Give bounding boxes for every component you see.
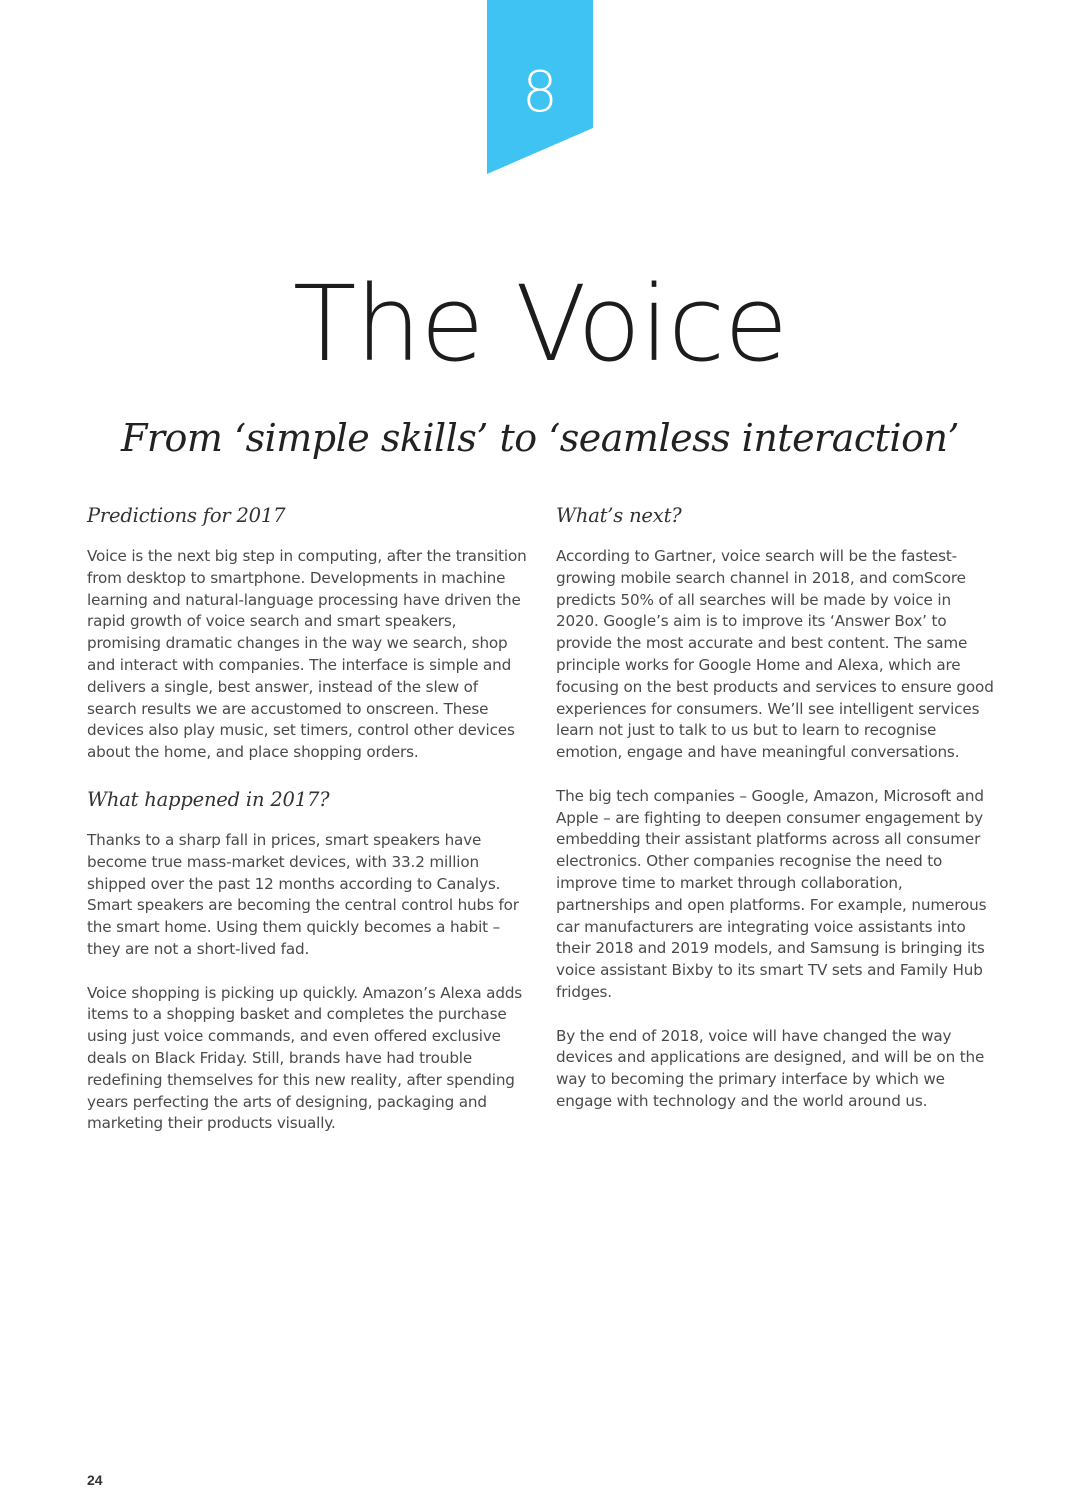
- paragraph-predictions: Voice is the next big step in computing, after the transition from desktop to smartphone. Developments in machine learning and natural-language processing have driven the rapid growth of voice search and smart speakers, promising dramatic changes in the way we search, shop and interact with companies. The interface is simple and delivers a single, best answer, instead of the slew of search results we are accustomed to onscreen. These devices also play music, set timers, control other devices about the home, and place shopping orders.: [87, 547, 527, 762]
- section-heading-whats-next: What’s next?: [556, 504, 682, 527]
- paragraph-what-happened-2: Voice shopping is picking up quickly. Amazon’s Alexa adds items to a shopping basket and completes the purchase using just voice commands, and even offered exclusive deals on Black Friday. Still, brands have had trouble redefining themselves for this new reality, after spending years perfecting the arts of designing, packaging and marketing their products visually.: [87, 983, 523, 1133]
- page-subtitle: From ‘simple skills’ to ‘seamless interaction’: [120, 416, 960, 460]
- section-heading-predictions: Predictions for 2017: [87, 504, 286, 527]
- section-heading-what-happened: What happened in 2017?: [87, 787, 330, 811]
- right-column: [556, 502, 996, 1113]
- paragraph-whats-next-2: The big tech companies – Google, Amazon, Microsoft and Apple – are fighting to deepen consumer engagement by embedding their assistant platforms across all consumer electronics. Other companies recognise the need to improve time to market through collaboration, partnerships and open platforms. For example, numerous car manufacturers are integrating voice assistants into their 2018 and 2019 models, and Samsung is bringing its voice assistant Bixby to its smart TV sets and Family Hub fridges.: [556, 786, 987, 1001]
- paragraph-what-happened-1: Thanks to a sharp fall in prices, smart speakers have become true mass-market devices, with 33.2 million shipped over the past 12 months according to Canalys. Smart speakers are becoming the central control hubs for the smart home. Using them quickly becomes a habit – they are not a short-lived fad.: [87, 830, 519, 958]
- left-column: [87, 502, 527, 1135]
- paragraph-whats-next-3: By the end of 2018, voice will have changed the way devices and applications are designed, and will be on the way to becoming the primary interface by which we engage with technology and the world around us.: [556, 1026, 985, 1110]
- chapter-number: 8: [522, 60, 558, 125]
- chapter-banner: [487, 0, 593, 174]
- page-title: The Voice: [292, 263, 788, 385]
- page-number: 24: [87, 1472, 103, 1488]
- paragraph-whats-next-1: According to Gartner, voice search will be the fastest-growing mobile search channel in 2018, and comScore predicts 50% of all searches will be made by voice in 2020. Google’s aim is to improve its ‘Answer Box’ to provide the most accurate and best content. The same principle works for Google Home and Alexa, which are focusing on the best products and services to ensure good experiences for consumers. We’ll see intelligent services learn not just to talk to us but to learn to recognise emotion, engage and have meaningful conversations.: [556, 547, 994, 762]
